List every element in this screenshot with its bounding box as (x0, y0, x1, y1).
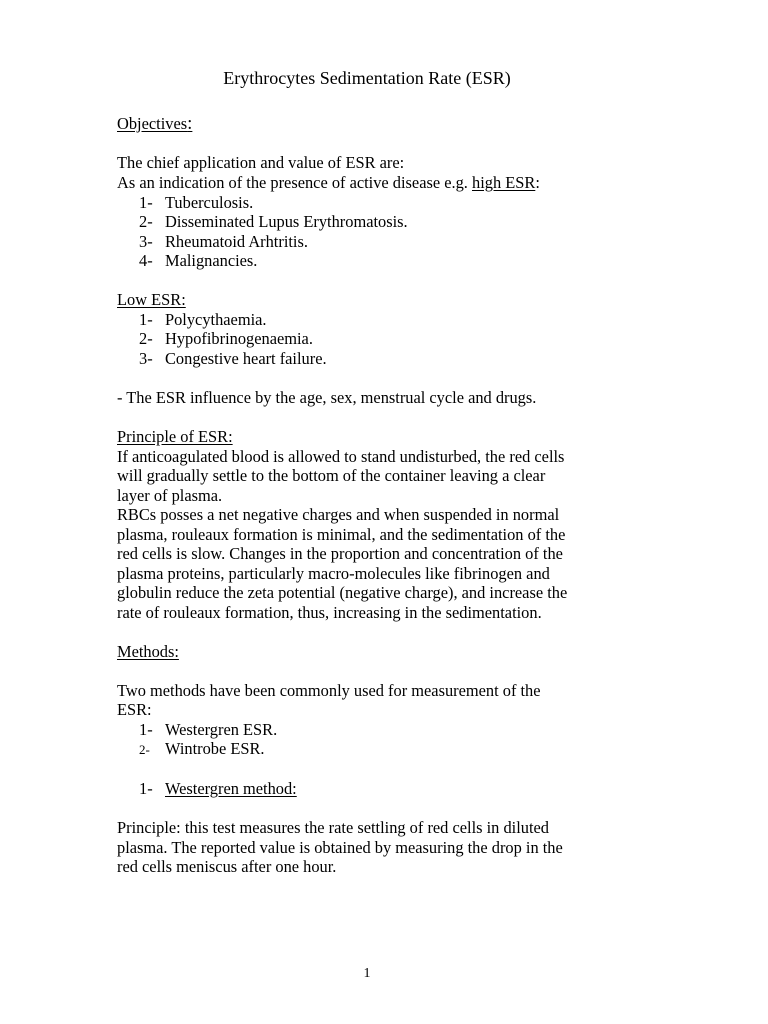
principle-line: red cells is slow. Changes in the proportion and concentration of the (117, 544, 563, 563)
methods-intro-line: Two methods have been commonly used for measurement of the (117, 681, 541, 700)
page-number: 1 (363, 966, 371, 981)
principle-line: plasma proteins, particularly macro-molecules like fibrinogen and (117, 564, 550, 583)
principle-line: rate of rouleaux formation, thus, increasing in the sedimentation. (117, 603, 542, 622)
principle-line: layer of plasma. (117, 486, 223, 505)
high-esr-label: high ESR (472, 173, 536, 192)
low-esr-heading: Low ESR: (117, 290, 186, 309)
high-esr-line (117, 173, 540, 193)
low-item-number: 1- (139, 310, 153, 329)
high-item-number: 2- (139, 212, 153, 231)
principle-line: globulin reduce the zeta potential (negative charge), and increase the (117, 583, 568, 602)
objectives-intro: The chief application and value of ESR are: (117, 153, 405, 172)
method-item-number: 1- (139, 720, 153, 739)
high-item (139, 212, 408, 232)
high-item (139, 251, 257, 271)
westergren-line: plasma. The reported value is obtained by measuring the drop in the (117, 838, 563, 857)
low-item-number: 3- (139, 349, 153, 368)
methods-heading: Methods: (117, 642, 179, 661)
high-item-text: Disseminated Lupus Erythromatosis. (165, 212, 408, 231)
high-item-number: 3- (139, 232, 153, 251)
objectives-heading (117, 114, 192, 134)
high-esr-suffix: : (535, 173, 540, 192)
high-item (139, 232, 308, 252)
low-item (139, 310, 267, 330)
principle-line: RBCs posses a net negative charges and when suspended in normal (117, 505, 560, 524)
westergren-line: Principle: this test measures the rate settling of red cells in diluted (117, 818, 549, 837)
objectives-colon: : (187, 113, 193, 134)
method-item-text: Wintrobe ESR. (165, 739, 265, 758)
principle-line: plasma, rouleaux formation is minimal, and the sedimentation of the (117, 525, 566, 544)
high-item (139, 193, 253, 213)
method-item (139, 739, 265, 760)
method-item-number: 2- (139, 742, 150, 757)
low-item (139, 349, 327, 369)
high-item-text: Malignancies. (165, 251, 258, 270)
esr-influence-note: - The ESR influence by the age, sex, menstrual cycle and drugs. (117, 388, 537, 407)
methods-intro-line: ESR: (117, 700, 152, 719)
westergren-heading (139, 779, 297, 799)
low-item-number: 2- (139, 329, 153, 348)
high-item-text: Tuberculosis. (165, 193, 254, 212)
method-item-text: Westergren ESR. (165, 720, 278, 739)
method-item (139, 720, 277, 740)
high-item-number: 4- (139, 251, 153, 270)
page-title: Erythrocytes Sedimentation Rate (ESR) (223, 68, 511, 88)
westergren-heading-label: Westergren method: (165, 779, 297, 798)
westergren-number: 1- (139, 779, 153, 798)
principle-line: If anticoagulated blood is allowed to stand undisturbed, the red cells (117, 447, 565, 466)
principle-heading: Principle of ESR: (117, 427, 233, 446)
low-item-text: Congestive heart failure. (165, 349, 327, 368)
principle-line: will gradually settle to the bottom of the container leaving a clear (117, 466, 546, 485)
high-item-number: 1- (139, 193, 153, 212)
low-item-text: Hypofibrinogenaemia. (165, 329, 313, 348)
low-item-text: Polycythaemia. (165, 310, 267, 329)
low-item (139, 329, 313, 349)
westergren-line: red cells meniscus after one hour. (117, 857, 337, 876)
high-esr-prefix: As an indication of the presence of active disease e.g. (117, 173, 472, 192)
high-item-text: Rheumatoid Arhtritis. (165, 232, 308, 251)
objectives-heading-label: Objectives (117, 114, 188, 133)
